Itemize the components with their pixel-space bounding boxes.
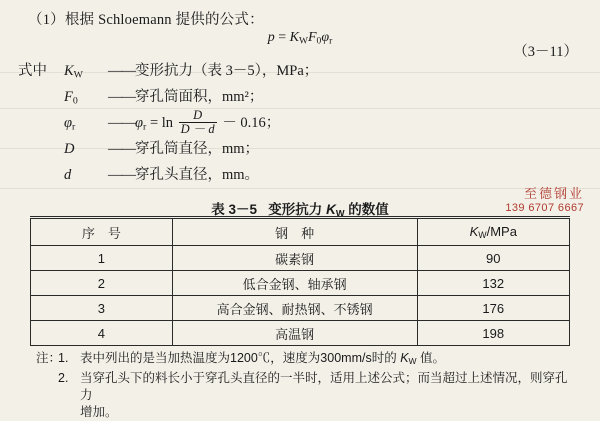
definition-text: 穿孔头直径，mm。 <box>135 167 260 183</box>
table-row <box>31 246 570 271</box>
phi-symbol: φ <box>135 115 144 131</box>
definition-dash: —— <box>108 89 135 105</box>
cell-kw-value: 176 <box>417 296 569 321</box>
definition-dash: —— <box>108 115 135 131</box>
definition-symbol: D <box>64 141 75 157</box>
cell-kw-value: 132 <box>417 271 569 296</box>
formula-f0-sub: 0 <box>316 36 322 47</box>
table-caption-symbol-sub: W <box>335 208 345 219</box>
definition-text: 穿孔筒直径，mm； <box>135 141 260 157</box>
table-caption-title-pre: 变形抗力 <box>268 202 327 217</box>
data-table <box>30 218 570 346</box>
notes-label-spacer <box>36 370 58 404</box>
definition-symbol: φ <box>64 115 73 131</box>
main-formula <box>0 30 600 46</box>
note-text <box>80 350 576 370</box>
cell-steel-type: 高温钢 <box>172 321 417 346</box>
table-row <box>31 296 570 321</box>
cell-index: 2 <box>31 271 173 296</box>
definition-row <box>18 58 578 84</box>
note-index: 2. <box>58 371 69 386</box>
formula-phi-sub: r <box>329 36 333 47</box>
column-header-kw <box>417 219 569 246</box>
column-header-kw-sub: W <box>478 230 487 241</box>
fraction-denominator: D － d <box>180 122 215 137</box>
column-header-steel-type: 钢 种 <box>172 219 417 246</box>
note-index: 1. <box>58 351 69 365</box>
table-header <box>31 219 570 246</box>
cell-steel-type: 碳素钢 <box>172 246 417 271</box>
formula-equals: = <box>278 30 287 45</box>
cell-index: 1 <box>31 246 173 271</box>
table-caption-symbol: K <box>326 202 336 217</box>
definition-lead: 式中 <box>18 63 47 79</box>
note-continuation: 增加。 <box>80 405 118 420</box>
definition-dash: —— <box>108 167 135 183</box>
note-item <box>36 350 576 370</box>
formula-lhs: p <box>267 30 275 45</box>
cell-steel-type: 低合金钢、轴承钢 <box>172 271 417 296</box>
definition-symbol: d <box>64 167 72 183</box>
table-caption-prefix: 表 3－5 <box>211 202 258 217</box>
column-header-index: 序 号 <box>31 219 173 246</box>
definition-list <box>18 58 578 188</box>
table-notes <box>36 350 576 421</box>
definition-dash: —— <box>108 63 135 79</box>
column-header-kw-unit: /MPa <box>486 223 517 239</box>
notes-label: 注： <box>36 351 62 365</box>
note-symbol-sub: W <box>408 356 417 367</box>
phi-tail: － 0.16； <box>222 115 281 131</box>
phi-symbol-sub: r <box>143 121 147 133</box>
definition-symbol-sub: r <box>72 121 76 133</box>
note-item <box>36 370 576 404</box>
formula-phi: φ <box>321 30 330 45</box>
cell-index: 3 <box>31 296 173 321</box>
definition-row <box>18 162 578 188</box>
cell-kw-value: 90 <box>417 246 569 271</box>
table-row <box>31 321 570 346</box>
definition-row <box>18 84 578 110</box>
definition-symbol: K <box>64 63 74 79</box>
intro-paragraph: （1）根据 Schloemann 提供的公式： <box>28 12 264 28</box>
note-text-post: 值。 <box>416 351 446 365</box>
definition-symbol-sub: W <box>73 69 83 81</box>
table-bottom-rule <box>30 345 570 346</box>
table-caption-title-post: 的数值 <box>344 202 389 217</box>
cell-kw-value: 198 <box>417 321 569 346</box>
definition-dash: —— <box>108 141 135 157</box>
definition-text: 穿孔筒面积，mm²； <box>135 89 264 105</box>
fraction-numerator: D <box>179 109 217 123</box>
table-header-row <box>31 219 570 246</box>
table-row <box>31 271 570 296</box>
cell-steel-type: 高合金钢、耐热钢、不锈钢 <box>172 296 417 321</box>
note-symbol: K <box>400 351 409 365</box>
definition-symbol-sub: 0 <box>72 95 78 107</box>
note-text-pre: 表中列出的是当加热温度为1200℃，速度为300mm/s时的 <box>80 351 401 365</box>
definition-text: 变形抗力（表 3－5），MPa； <box>135 63 319 79</box>
phi-equals-ln: = ln <box>149 115 174 131</box>
formula-kw-sub: W <box>299 36 308 47</box>
watermark-company: 至德钢业 <box>523 186 584 201</box>
definition-row <box>18 136 578 162</box>
formula-kw: K <box>289 30 299 45</box>
equation-number: （3－11） <box>513 44 578 60</box>
note-text: 当穿孔头下的料长小于穿孔头直径的一半时，适用上述公式；而当超过上述情况，则穿孔力 <box>80 371 568 403</box>
formula-f0: F <box>307 30 317 45</box>
cell-index: 4 <box>31 321 173 346</box>
watermark-phone: 139 6707 6667 <box>505 202 584 214</box>
definition-row <box>18 110 578 136</box>
definition-symbol: F <box>64 89 73 105</box>
table-body <box>31 246 570 346</box>
column-header-kw-symbol: K <box>469 223 479 239</box>
fraction <box>179 109 217 136</box>
table-top-rule <box>30 216 570 217</box>
